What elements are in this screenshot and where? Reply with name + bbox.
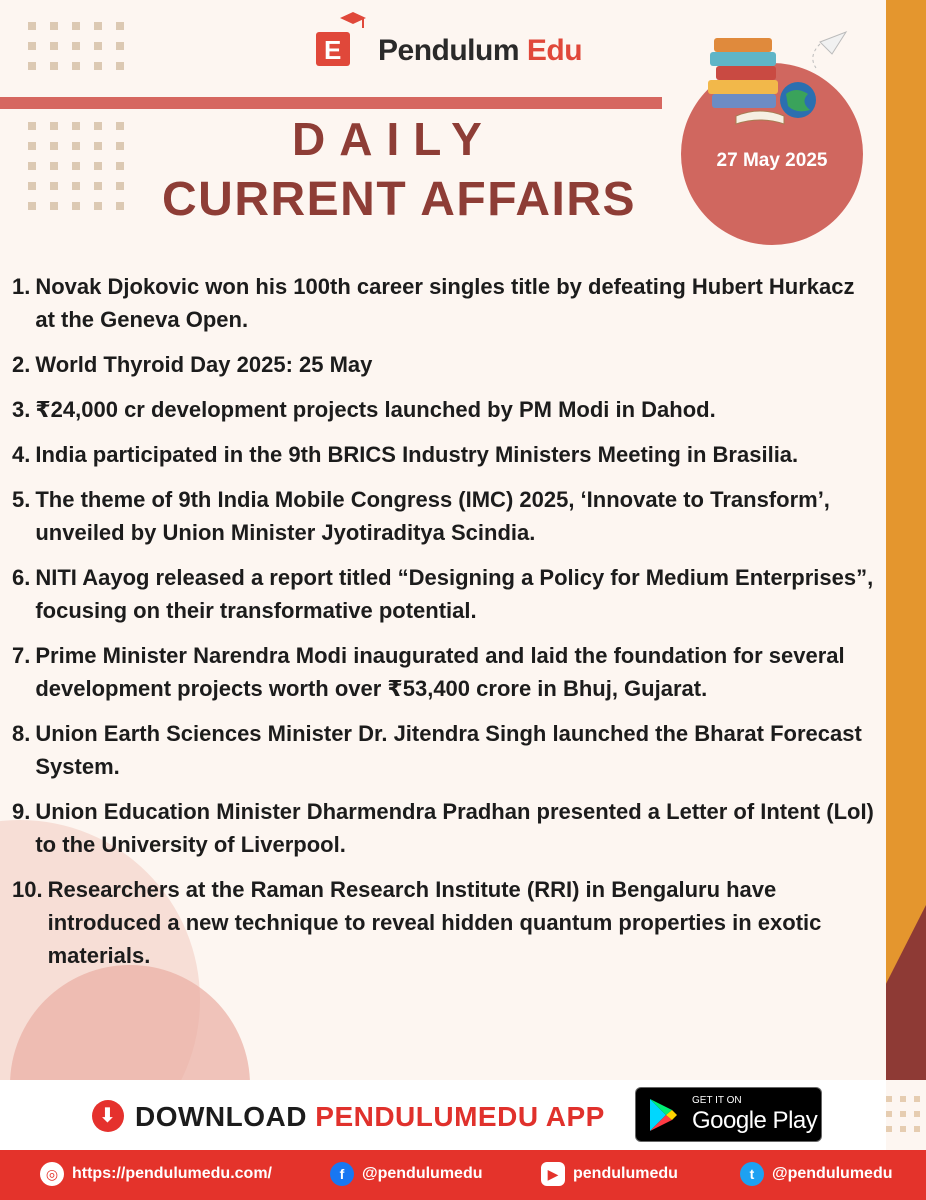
footer-website-link[interactable]: [40, 1162, 272, 1186]
footer-youtube-link[interactable]: [541, 1162, 678, 1186]
website-text: https://pendulumedu.com/: [72, 1165, 272, 1182]
title-current-affairs: CURRENT AFFAIRS: [162, 173, 637, 226]
google-play-button[interactable]: [635, 1087, 822, 1142]
youtube-text: pendulumedu: [573, 1165, 678, 1182]
download-app-text[interactable]: DOWNLOAD PENDULUMEDU APP: [135, 1101, 605, 1132]
footer-twitter-link[interactable]: [740, 1162, 892, 1186]
header-divider: [0, 97, 662, 109]
brand-name: Pendulum Edu: [378, 34, 583, 67]
google-play-big-text: Google Play: [692, 1107, 818, 1134]
logo-icon: [316, 16, 364, 64]
globe-icon: ◎: [40, 1162, 64, 1186]
list-item: 9. Union Education Minister Dharmendra Pradhan presented a Letter of Intent (LoI) to the University of Liverpool.: [12, 799, 874, 857]
dot-grid-top: [28, 22, 124, 70]
list-item: 5. The theme of 9th India Mobile Congress (IMC) 2025, ‘Innovate to Transform’, unveiled by Union Minister Jyotiraditya Scindia.: [12, 487, 830, 545]
twitter-icon: t: [740, 1162, 764, 1186]
title-daily: DAILY: [292, 113, 496, 165]
footer-facebook-link[interactable]: [330, 1162, 482, 1186]
dot-grid-middle: [28, 122, 124, 210]
books-globe-icon: [700, 28, 860, 138]
facebook-text: @pendulumedu: [362, 1165, 483, 1182]
list-item: 6. NITI Aayog released a report titled “Designing a Policy for Medium Enterprises”, focusing on their transformative potential.: [12, 565, 874, 623]
facebook-icon: f: [330, 1162, 354, 1186]
dot-grid-bottom-right: [886, 1096, 926, 1132]
date-text: 27 May 2025: [716, 150, 828, 171]
list-item: 4. India participated in the 9th BRICS Industry Ministers Meeting in Brasilia.: [12, 442, 799, 467]
download-icon[interactable]: [92, 1100, 124, 1132]
google-play-icon: [648, 1098, 678, 1132]
news-list: [12, 270, 880, 984]
twitter-text: @pendulumedu: [772, 1165, 893, 1182]
list-item: 1. Novak Djokovic won his 100th career singles title by defeating Hubert Hurkacz at the Geneva Open.: [12, 274, 855, 332]
google-play-small-text: GET IT ON: [692, 1095, 742, 1106]
list-item: 7. Prime Minister Narendra Modi inaugurated and laid the foundation for several development projects worth over ₹53,400 crore in Bhuj, Gujarat.: [12, 643, 845, 701]
brand-logo: [316, 12, 582, 68]
list-item: 3. ₹24,000 cr development projects launched by PM Modi in Dahod.: [12, 397, 716, 422]
youtube-icon: ▶: [541, 1162, 565, 1186]
list-item: 8. Union Earth Sciences Minister Dr. Jitendra Singh launched the Bharat Forecast System.: [12, 721, 862, 779]
list-item: 10. Researchers at the Raman Research Institute (RRI) in Bengaluru have introduced a new technique to reveal hidden quantum properties in exotic materials.: [12, 877, 822, 968]
list-item: 2. World Thyroid Day 2025: 25 May: [12, 352, 373, 377]
